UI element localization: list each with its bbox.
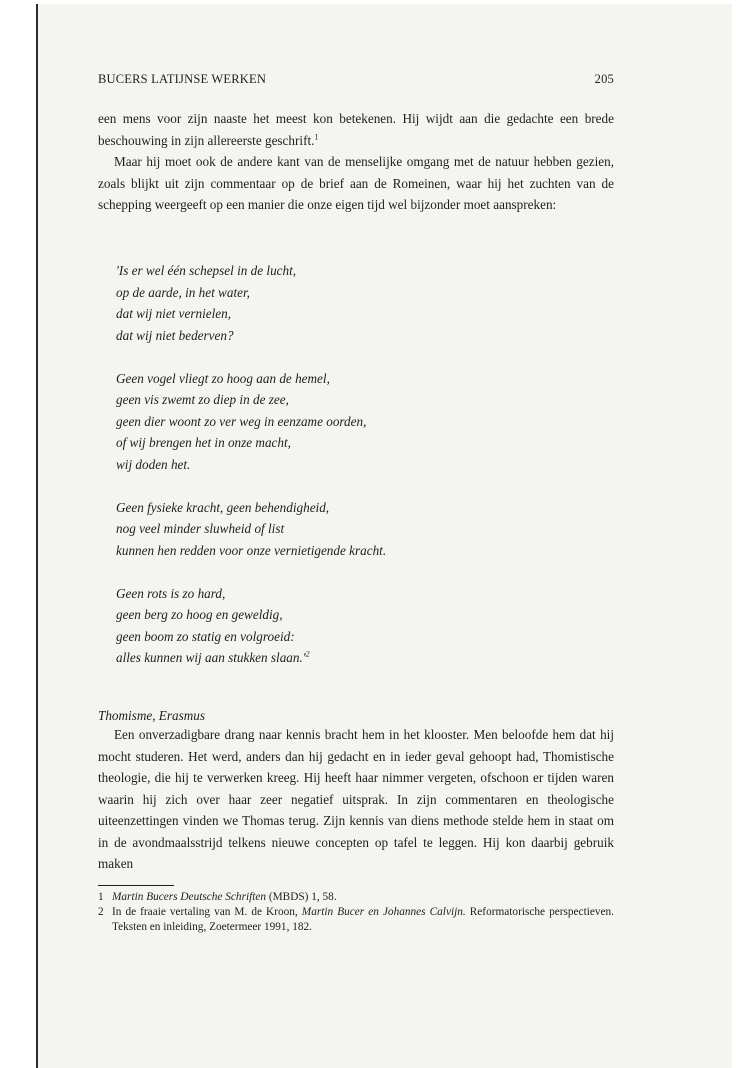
- poem-line: Geen fysieke kracht, geen behendigheid,: [116, 499, 330, 515]
- intro-paragraph-1: een mens voor zijn naaste het meest kon betekenen. Hij wijdt aan die gedachte een brede beschouwing in zijn allereerste geschrift.$^1$: [98, 111, 614, 148]
- quoted-poem: [116, 260, 596, 690]
- poem-line: wij doden het.: [116, 456, 191, 472]
- section-heading: Thomisme, Erasmus: [98, 708, 205, 723]
- footnote-text: Reformatorische perspectieven. Teksten en inleiding, Zoetermeer 1991, 182.: [112, 906, 615, 933]
- intro-paragraph-2: Maar hij moet ook de andere kant van de menselijke omgang met de natuur hebben gezien, zoals blijkt uit zijn commentaar op de brief aan de Romeinen, waar hij het zuchten van de schepping weergeeft op een manier die onze eigen tijd wel bijzonder moet aanspreken:: [98, 154, 614, 212]
- footnote-ref-1: 1: [314, 132, 319, 142]
- footnote-number: 2: [98, 906, 104, 918]
- intro-text: [98, 108, 614, 216]
- poem-line: nog veel minder sluwheid of list: [116, 521, 285, 536]
- poem-line: geen berg zo hoog en geweldig,: [116, 607, 283, 622]
- poem-line: op de aarde, in het water,: [116, 284, 250, 300]
- poem-line: Geen rots is zo hard,: [116, 585, 226, 601]
- poem-line: dat wij niet bederven?: [116, 327, 234, 343]
- poem-stanza-4: [116, 583, 596, 669]
- section-body: [98, 724, 614, 875]
- running-title: BUCERS LATIJNSE WERKEN: [98, 72, 267, 86]
- footnote-2: [98, 905, 614, 935]
- section-paragraph: Een onverzadigbare drang naar kennis bracht hem in het klooster. Men beloofde hem dat hij mocht studeren. Het werd, anders dan hij gedacht en in ieder geval gehoopt had, Thomistische theologie, die hij te verwerken kreeg. Hij heeft haar nimmer vergeten, ofschoon er tijden waren waarin hij zich over haar zeer negatief uitsprak. In zijn commentaren en theologische uiteenzettingen vinden we Thomas terug. Zijn kennis van diens methode stelde hem in staat om in de avondmaalsstrijd telkens nieuwe concepten op tafel te leggen. Hij kon daarbij gebruik maken: [98, 727, 614, 871]
- footnote-title: Martin Bucers Deutsche Schriften: [112, 891, 267, 903]
- poem-line: geen vis zwemt zo diep in de zee,: [116, 392, 289, 407]
- poem-line: geen dier woont zo ver weg in eenzame oorden,: [116, 413, 367, 429]
- footnote-text: (MBDS) 1, 58.: [266, 891, 337, 903]
- poem-line: alles kunnen wij aan stukken slaan.': [116, 650, 306, 665]
- footnotes: [98, 890, 614, 935]
- poem-line: dat wij niet vernielen,: [116, 306, 231, 321]
- footnote-text: In de fraaie vertaling van M. de Kroon,: [112, 906, 302, 918]
- footnote-number: 1: [98, 891, 104, 903]
- poem-stanza-1: [116, 260, 596, 346]
- poem-line: 'Is er wel één schepsel in de lucht,: [116, 263, 297, 278]
- poem-stanza-3: [116, 497, 596, 562]
- page-number: 205: [594, 72, 614, 86]
- footnote-title: Martin Bucer en Johannes Calvijn.: [301, 906, 466, 918]
- footnote-1: [98, 890, 614, 905]
- poem-stanza-2: [116, 368, 596, 476]
- poem-line: geen boom zo statig en volgroeid:: [116, 628, 295, 644]
- footnote-divider: [98, 885, 174, 886]
- poem-line: kunnen hen redden voor onze vernietigende kracht.: [116, 542, 387, 558]
- poem-line: Geen vogel vliegt zo hoog aan de hemel,: [116, 370, 330, 386]
- footnote-ref-2: 2: [305, 649, 310, 659]
- poem-line: of wij brengen het in onze macht,: [116, 435, 291, 450]
